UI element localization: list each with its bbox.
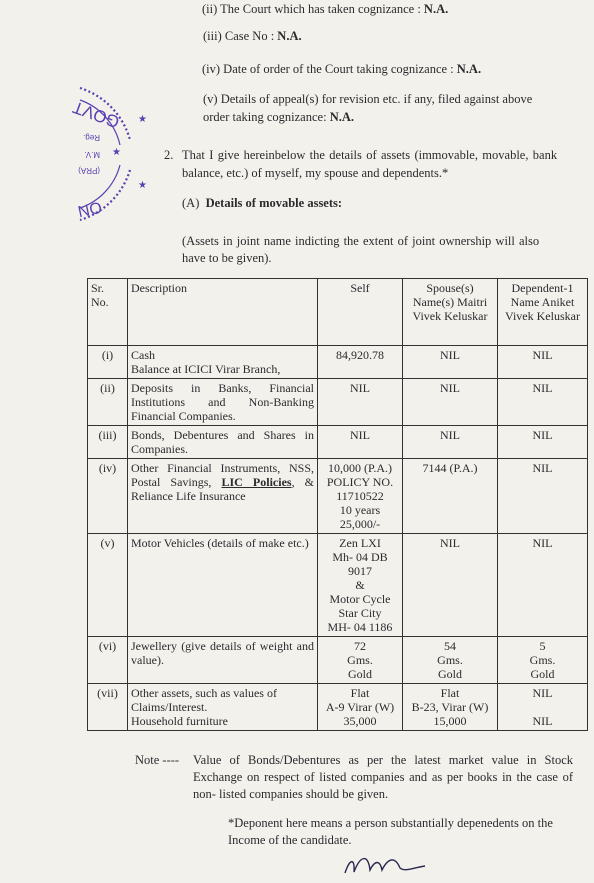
appeal-line-2 xyxy=(203,110,354,125)
deponent-footnote: *Deponent here means a person substantially depenedents on the Income of the candidate. xyxy=(228,816,553,847)
row-spouse: 7144 (P.A.) xyxy=(403,459,498,534)
section-a-label: (A) xyxy=(182,196,200,210)
header-spouse: Spouse(s) Name(s) Maitri Vivek Keluskar xyxy=(403,279,498,346)
table-header-row xyxy=(88,279,588,346)
svg-text:M.V.: M.V. xyxy=(84,150,100,159)
row-spouse: 54 Gms. Gold xyxy=(403,637,498,684)
order-date-line xyxy=(202,62,481,77)
section-a-heading xyxy=(182,196,342,211)
case-no-label: (iii) Case No : xyxy=(203,29,278,43)
point2-line2: balance, etc.) of myself, my spouse and dependents.* xyxy=(182,166,449,180)
official-seal-stamp xyxy=(60,80,150,230)
note-label: Note ---- xyxy=(135,753,180,767)
row-dependent: NIL xyxy=(498,346,588,379)
row-description: Deposits in Banks, Financial Institutions and Non-Banking Financial Companies. xyxy=(128,379,318,426)
movable-assets-table xyxy=(87,278,588,731)
order-date-label: (iv) Date of order of the Court taking cognizance : xyxy=(202,62,457,76)
row-sr: (v) xyxy=(88,534,128,637)
seal-star-icon: ★ xyxy=(112,147,121,158)
row-dependent: NIL xyxy=(498,379,588,426)
order-date-value: N.A. xyxy=(456,62,482,76)
row-sr: (vi) xyxy=(88,637,128,684)
row-spouse: Flat B-23, Virar (W) 15,000 xyxy=(403,684,498,731)
row-description: Cash Balance at ICICI Virar Branch, xyxy=(128,346,318,379)
row-self: Zen LXI Mh- 04 DB 9017 & Motor Cycle Star City MH- 04 1186 xyxy=(318,534,403,637)
case-no-line xyxy=(203,29,302,44)
row-dependent: NIL xyxy=(498,426,588,459)
case-no-value: N.A. xyxy=(277,29,302,43)
row-sr: (iv) xyxy=(88,459,128,534)
appeal-line-1: (v) Details of appeal(s) for revision etc. if any, filed against above xyxy=(203,92,533,106)
appeal-value: N.A. xyxy=(329,110,354,124)
svg-text:★: ★ xyxy=(138,114,147,125)
row-sr: (iii) xyxy=(88,426,128,459)
row-self: 10,000 (P.A.) POLICY NO. 11710522 10 years 25,000/- xyxy=(318,459,403,534)
seal-text-bottom: NO xyxy=(76,199,104,222)
seal-text-top: GOVT xyxy=(70,97,123,132)
note-text: Value of Bonds/Debentures as per the latest market value in Stock Exchange on respect of listed companies and as per books in the case of non- listed companies should be given. xyxy=(193,753,573,801)
section-a-note-line2: have to be given). xyxy=(182,251,272,265)
row-description xyxy=(128,459,318,534)
table-row xyxy=(88,637,588,684)
row-spouse: NIL xyxy=(403,534,498,637)
lic-policies-text: LIC Policies xyxy=(221,475,292,489)
row-description: Jewellery (give details of weight and value). xyxy=(128,637,318,684)
svg-text:★: ★ xyxy=(138,180,147,191)
row-dependent: 5 Gms. Gold xyxy=(498,637,588,684)
svg-text:(PRA): (PRA) xyxy=(78,166,100,175)
header-sr-no: Sr. No. xyxy=(88,279,128,346)
svg-text:Reg.: Reg. xyxy=(83,133,100,142)
court-cognizance-label: (ii) The Court which has taken cognizance : xyxy=(202,2,424,16)
table-row xyxy=(88,426,588,459)
appeal-label: order taking cognizance: xyxy=(203,110,330,124)
table-row xyxy=(88,684,588,731)
row-sr: (i) xyxy=(88,346,128,379)
seal-graphic xyxy=(60,80,150,230)
description-text: , & Reliance Life Insurance xyxy=(131,475,314,503)
row-description: Bonds, Debentures and Shares in Companies. xyxy=(128,426,318,459)
row-self: Flat A-9 Virar (W) 35,000 xyxy=(318,684,403,731)
row-spouse: NIL xyxy=(403,379,498,426)
row-dependent: NIL xyxy=(498,534,588,637)
table-row xyxy=(88,346,588,379)
row-self: NIL xyxy=(318,426,403,459)
header-dependent: Dependent-1 Name Aniket Vivek Keluskar xyxy=(498,279,588,346)
court-cognizance-value: N.A. xyxy=(423,2,449,16)
row-dependent: NIL xyxy=(498,459,588,534)
row-spouse: NIL xyxy=(403,346,498,379)
table-row xyxy=(88,534,588,637)
row-sr: (vii) xyxy=(88,684,128,731)
table-row xyxy=(88,379,588,426)
row-self: 84,920.78 xyxy=(318,346,403,379)
court-cognizance-line xyxy=(202,2,448,17)
row-dependent: NIL NIL xyxy=(498,684,588,731)
point2-number: 2. xyxy=(164,148,174,162)
section-a-title: Details of movable assets: xyxy=(205,196,343,210)
row-description: Motor Vehicles (details of make etc.) xyxy=(128,534,318,637)
signature xyxy=(340,848,430,883)
table-row xyxy=(88,459,588,534)
description-text: Other Financial Instruments, NSS, Postal Savings, xyxy=(131,461,314,489)
row-self: NIL xyxy=(318,379,403,426)
row-spouse: NIL xyxy=(403,426,498,459)
row-self: 72 Gms. Gold xyxy=(318,637,403,684)
row-description: Other assets, such as values of Claims/Interest. Household furniture xyxy=(128,684,318,731)
section-a-note-line1: (Assets in joint name indicting the extent of joint ownership will also xyxy=(182,234,540,248)
point2-line1: That I give hereinbelow the details of assets (immovable, movable, bank xyxy=(182,148,558,162)
header-self: Self xyxy=(318,279,403,346)
row-sr: (ii) xyxy=(88,379,128,426)
header-description: Description xyxy=(128,279,318,346)
